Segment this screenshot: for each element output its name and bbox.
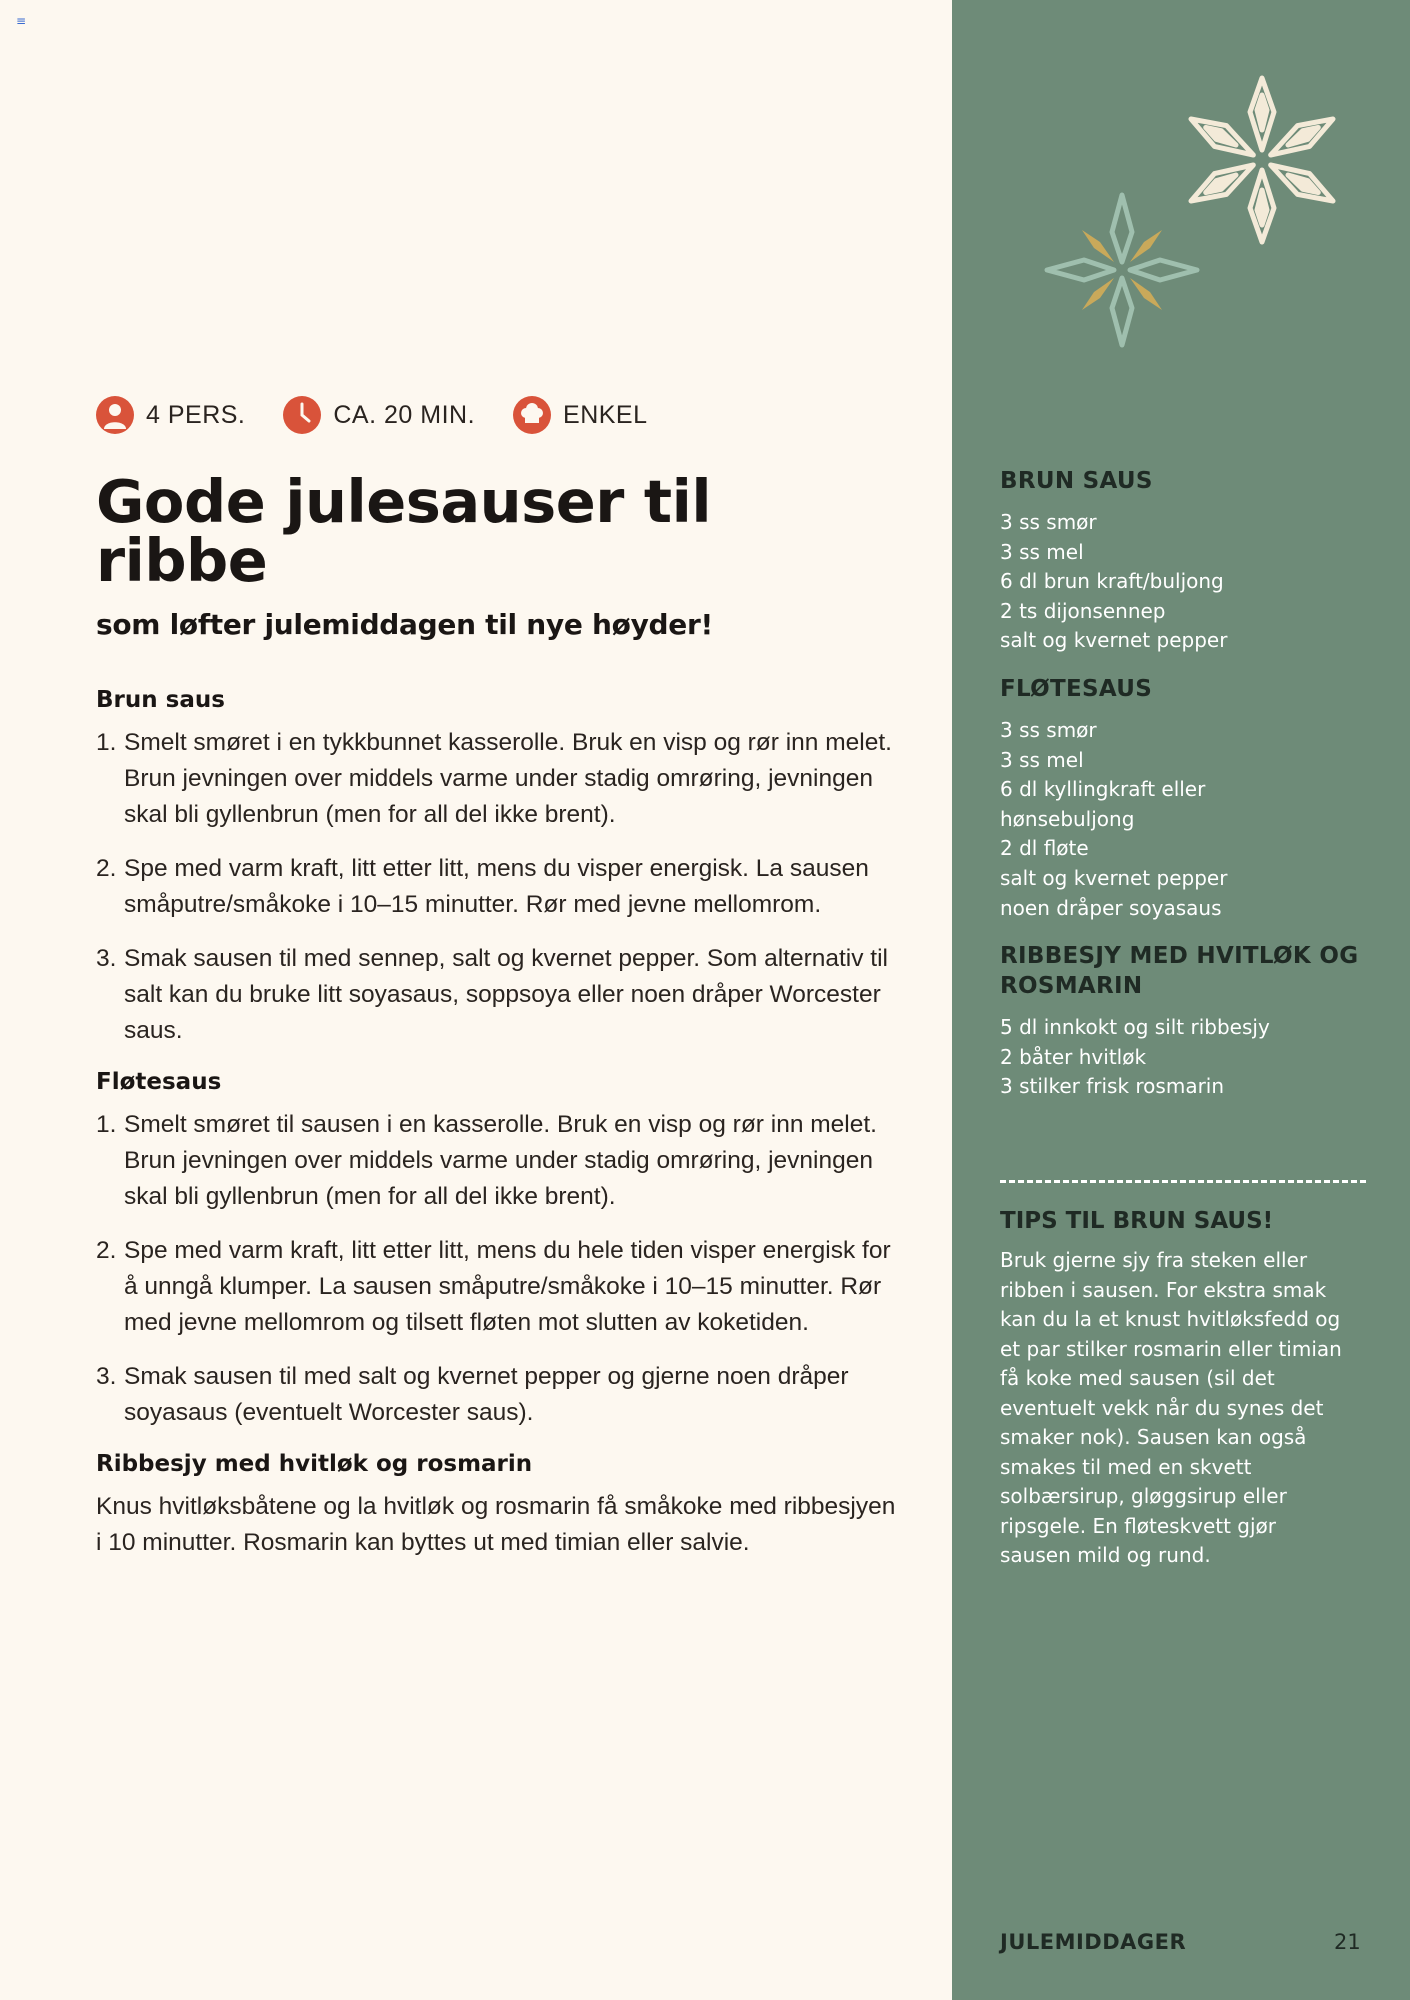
servings: [96, 396, 245, 434]
list-item: 1. Smelt smøret i en tykkbunnet kasserolle. Bruk en visp og rør inn melet. Brun jevningen over middels varme under stadig omrøring, jevningen skal bli gyllenbrun (men for all del ikke brent).: [96, 729, 892, 828]
list-item: hønsebuljong: [1000, 806, 1135, 831]
recipe-main: [96, 390, 896, 1561]
recipe-meta: [96, 390, 896, 440]
flotesaus-steps: [96, 1107, 896, 1431]
ingredients-sidebar: [952, 0, 1410, 2000]
tips-heading: TIPS TIL BRUN SAUS!: [1000, 1208, 1274, 1234]
list-item: 2 ts dijonsennep: [1000, 598, 1166, 623]
list-item: 2. Spe med varm kraft, litt etter litt, mens du hele tiden visper energisk for å unngå klumper. La sausen småputre/småkoke i 10–15 minutter. Rør med jevne mellomrom og tilsett fløten mot slutten av koketiden.: [96, 1237, 891, 1336]
clock-icon: [283, 396, 321, 434]
ribbesjy-text: Knus hvitløksbåtene og la hvitløk og rosmarin få småkoke med ribbesjyen i 10 minutter. Rosmarin kan byttes ut med timian eller salvie.: [96, 1493, 896, 1556]
brun-saus-heading: Brun saus: [96, 687, 225, 713]
ingredients-flotesaus-heading: FLØTESAUS: [1000, 675, 1153, 702]
ribbesjy-heading: Ribbesjy med hvitløk og rosmarin: [96, 1451, 533, 1477]
tips-text: Bruk gjerne sjy fra steken eller ribben i sausen. For ekstra smak kan du la et knust hvitløksfedd og et par stilker rosmarin eller timian få koke med sausen (sil det eventuelt vekk når du synes det smaker nok). Sausen kan også smakes til med en skvett solbærsirup, gløggsirup eller ripsgele. En fløteskvett gjør sausen mild og rund.: [1000, 1248, 1342, 1567]
flotesaus-heading: Fløtesaus: [96, 1069, 222, 1095]
ingredients-brun-saus: [1000, 508, 1370, 656]
ingredients-brun-saus-heading: BRUN SAUS: [1000, 468, 1153, 494]
list-item: 3 stilker frisk rosmarin: [1000, 1074, 1225, 1099]
servings-text: 4 PERS.: [146, 400, 246, 429]
difficulty-text: ENKEL: [563, 400, 648, 429]
list-item: 3. Smak sausen til med salt og kvernet pepper og gjerne noen dråper soyasaus (eventuelt Worcester saus).: [96, 1363, 849, 1426]
ingredients-ribbesjy-heading: RIBBESJY MED HVITLØK OG ROSMARIN: [1000, 943, 1359, 1000]
list-item: 3 ss smør: [1000, 717, 1097, 742]
list-item: 2 båter hvitløk: [1000, 1044, 1147, 1069]
list-item: 1. Smelt smøret til sausen i en kasserolle. Bruk en visp og rør inn melet. Brun jevningen over middels varme under stadig omrøring, jevningen skal bli gyllenbrun (men for all del ikke brent).: [96, 1111, 877, 1210]
brun-saus-steps: [96, 725, 896, 1049]
list-item: noen dråper soyasaus: [1000, 895, 1222, 920]
list-item: 6 dl kyllingkraft eller: [1000, 777, 1206, 802]
list-item: 2 dl fløte: [1000, 836, 1089, 861]
page-number: 21: [1334, 1930, 1361, 1954]
ingredients-ribbesjy: [1000, 1013, 1370, 1102]
cook-time: [283, 396, 475, 434]
list-item: 3 ss mel: [1000, 747, 1084, 772]
tips-box: [1000, 1208, 1350, 1571]
list-item: 2. Spe med varm kraft, litt etter litt, mens du visper energisk. La sausen småputre/småkoke i 10–15 minutter. Rør med jevne mellomrom.: [96, 855, 869, 918]
person-icon: [96, 396, 134, 434]
menu-icon[interactable]: ≡: [16, 14, 27, 28]
ingredients-flotesaus: [1000, 716, 1370, 923]
recipe-title: Gode julesauser til ribbe: [96, 467, 712, 595]
time-text: CA. 20 MIN.: [333, 400, 476, 429]
difficulty: [513, 396, 647, 434]
recipe-subtitle: som løfter julemiddagen til nye høyder!: [96, 608, 713, 641]
list-item: 6 dl brun kraft/buljong: [1000, 569, 1224, 594]
ingredient-groups: [1000, 466, 1370, 1120]
chef-hat-icon: [513, 396, 551, 434]
footer-section-label: JULEMIDDAGER: [1000, 1930, 1187, 1954]
list-item: 3 ss mel: [1000, 539, 1084, 564]
divider: [1000, 1180, 1366, 1183]
list-item: 3 ss smør: [1000, 510, 1097, 534]
list-item: 3. Smak sausen til med sennep, salt og kvernet pepper. Som alternativ til salt kan du bruke litt soyasaus, soppsoya eller noen dråper Worcester saus.: [96, 945, 888, 1044]
list-item: 5 dl innkokt og silt ribbesjy: [1000, 1015, 1270, 1040]
star-decoration-icon: [992, 70, 1352, 370]
list-item: salt og kvernet pepper: [1000, 865, 1228, 890]
list-item: salt og kvernet pepper: [1000, 628, 1228, 653]
